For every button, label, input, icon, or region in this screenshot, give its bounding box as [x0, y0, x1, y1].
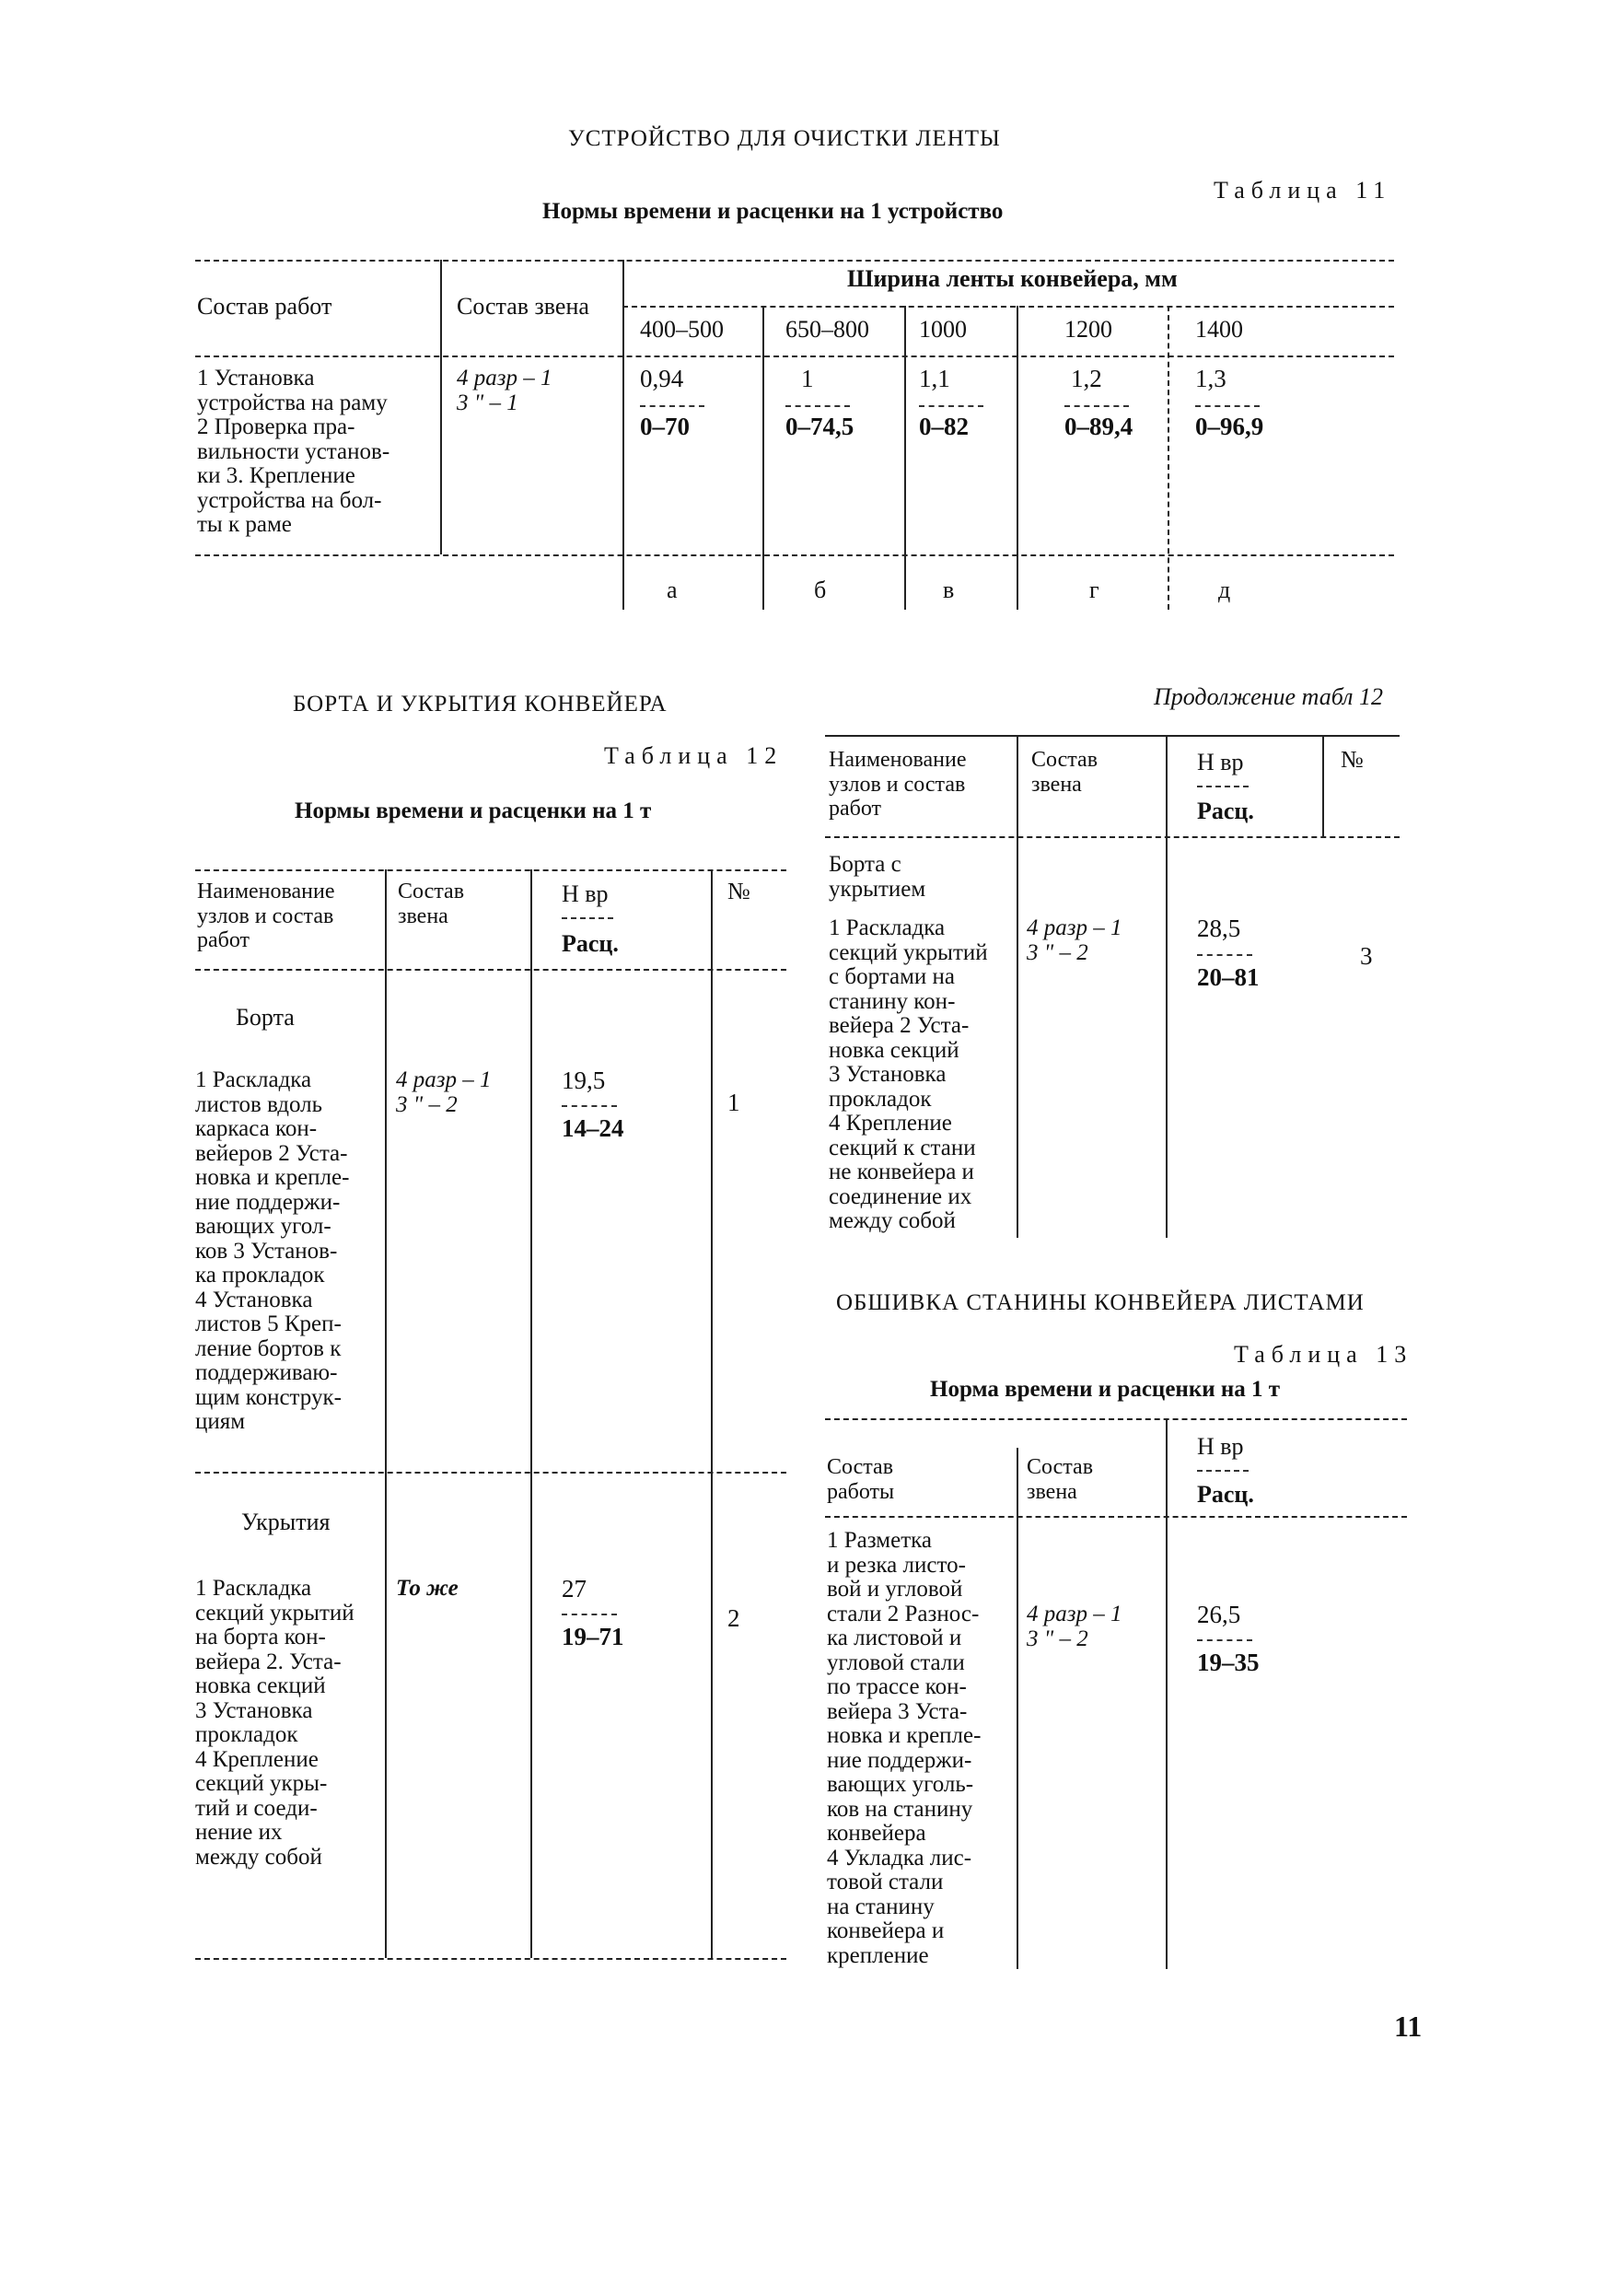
table-12-col-no: № — [727, 878, 750, 904]
table-12c-col-name: Наименование узлов и состав работ — [829, 748, 967, 821]
table-12-row-3-group: Борта с укрытием — [829, 852, 926, 902]
table-12-header-fraction-bar — [562, 917, 613, 919]
table-12c-top-rule — [825, 735, 1400, 737]
table-12-vline-3 — [711, 869, 713, 1958]
table-12-bottom-rule — [195, 1958, 786, 1960]
table-13-col-rate: Расц. — [1197, 1481, 1254, 1508]
table-11-fraction-bar-4 — [1195, 405, 1260, 407]
table-11-letter-3: г — [1089, 577, 1099, 603]
table-11-caption: Нормы времени и расценки на 1 устройство — [542, 199, 1004, 224]
table-12-row-1-fraction-bar — [562, 1105, 617, 1107]
table-12-vline-2 — [530, 869, 532, 1958]
table-11-norm-1: 1 — [801, 365, 814, 392]
table-13-header-fraction-bar — [1197, 1470, 1249, 1472]
table-11-width-rule — [622, 306, 1394, 308]
table-11-letter-2: в — [943, 577, 955, 603]
table-11-width-1: 650–800 — [785, 316, 869, 343]
table-11-letter-1: б — [814, 577, 827, 603]
table-11-work-text: 1 Установка устройства на раму 2 Проверка пра- вильности установ- ки 3. Крепление устройства на бол- ты к раме — [197, 366, 390, 537]
table-11-width-3: 1200 — [1064, 316, 1112, 343]
table-12-row-3-fraction-bar — [1197, 954, 1252, 956]
table-12-row-2-crew: То же — [396, 1576, 459, 1601]
table-13-rate: 19–35 — [1197, 1649, 1260, 1676]
section-title-sides-covers: БОРТА И УКРЫТИЯ КОНВЕЙЕРА — [293, 692, 668, 717]
table-12c-vline-1 — [1017, 735, 1018, 1238]
table-11-fraction-bar-3 — [1064, 405, 1129, 407]
table-11-norm-0: 0,94 — [640, 365, 684, 392]
table-11-header-rule — [195, 355, 1394, 357]
table-11-rate-2: 0–82 — [919, 413, 969, 440]
table-12-row-3-crew: 4 разр – 1 3 " – 2 — [1027, 915, 1122, 965]
table-11-rate-3: 0–89,4 — [1064, 413, 1133, 440]
table-13-col-crew: Состав звена — [1027, 1455, 1094, 1504]
table-12-row-2-rate: 19–71 — [562, 1623, 624, 1650]
table-12-vline-1 — [385, 869, 387, 1958]
table-11-vline-6 — [1168, 306, 1169, 610]
table-11-fraction-bar-2 — [919, 405, 983, 407]
table-12-header-rule — [195, 969, 786, 971]
table-11-norm-2: 1,1 — [919, 365, 950, 392]
table-13-vline-2 — [1166, 1418, 1168, 1969]
table-11-width-0: 400–500 — [640, 316, 724, 343]
table-12-row-1-crew: 4 разр – 1 3 " – 2 — [396, 1067, 492, 1117]
table-11-rate-1: 0–74,5 — [785, 413, 854, 440]
table-13-number: Таблица 13 — [1234, 1341, 1413, 1368]
table-13-header-rule — [825, 1516, 1407, 1518]
table-12-row-1-text: 1 Раскладка листов вдоль каркаса кон- вейеров 2 Уста- новка и крепле- ние поддержи- вающих угол- ков 3 Установ- ка прокладок 4 Установка листов 5 Креп- ление бортов к поддерживаю- щим конструк- циям — [195, 1067, 350, 1434]
table-11-col-crew: Состав звена — [457, 293, 589, 320]
table-11-vline-4 — [904, 306, 906, 610]
table-11-vline-1 — [440, 260, 442, 554]
table-12-row-2-fraction-bar — [562, 1614, 617, 1615]
table-12-row-2-norm: 27 — [562, 1575, 587, 1603]
table-12-col-crew: Состав звена — [398, 880, 465, 928]
table-12-row-1-group: Борта — [236, 1004, 295, 1031]
table-11-vline-2 — [622, 260, 624, 610]
table-11-letter-0: а — [667, 577, 678, 603]
page-number: 11 — [1394, 2010, 1423, 2043]
table-13-fraction-bar — [1197, 1639, 1252, 1641]
table-11-width-4: 1400 — [1195, 316, 1243, 343]
table-11-fraction-bar-1 — [785, 405, 850, 407]
table-12-continuation-label: Продолжение табл 12 — [1154, 683, 1383, 710]
table-12-col-name: Наименование узлов и состав работ — [197, 880, 335, 952]
table-13-norm: 26,5 — [1197, 1601, 1241, 1628]
table-11-top-rule — [195, 260, 1394, 262]
table-11-col-width: Ширина ленты конвейера, мм — [847, 265, 1178, 292]
table-12c-vline-3 — [1322, 735, 1324, 836]
table-11-width-2: 1000 — [919, 316, 967, 343]
section-title-belt-cleaner: УСТРОЙСТВО ДЛЯ ОЧИСТКИ ЛЕНТЫ — [568, 126, 1001, 151]
table-12-col-rate: Расц. — [562, 930, 619, 957]
table-11-rate-4: 0–96,9 — [1195, 413, 1264, 440]
table-12-caption: Нормы времени и расценки на 1 т — [295, 798, 652, 823]
table-12-row-1-no: 1 — [727, 1089, 740, 1116]
table-11-norm-3: 1,2 — [1071, 365, 1102, 392]
table-12c-col-rate: Расц. — [1197, 798, 1254, 824]
table-13-top-rule — [825, 1418, 1407, 1420]
table-11-crew-text: 4 разр – 1 3 " – 1 — [457, 366, 552, 415]
table-12c-col-norm: Н вр — [1197, 749, 1244, 775]
table-12-row-2-text: 1 Раскладка секций укрытий на борта кон- вейера 2. Уста- новка секций 3 Установка прокладок 4 Крепление секций укры- тий и соеди- нение их между собой — [195, 1576, 355, 1870]
table-12-col-norm: Н вр — [562, 880, 609, 907]
table-12-row-2-no: 2 — [727, 1604, 740, 1632]
table-11-vline-5 — [1017, 306, 1018, 610]
table-12c-header-rule — [825, 836, 1400, 838]
table-12-number: Таблица 12 — [604, 742, 784, 769]
table-12-top-rule — [195, 869, 786, 871]
table-12c-header-fraction-bar — [1197, 786, 1249, 787]
table-11-letter-4: д — [1218, 577, 1231, 603]
table-13-caption: Норма времени и расценки на 1 т — [930, 1377, 1281, 1402]
table-11-rate-0: 0–70 — [640, 413, 690, 440]
table-12-row-3-rate: 20–81 — [1197, 963, 1260, 991]
section-title-frame-sheathing: ОБШИВКА СТАНИНЫ КОНВЕЙЕРА ЛИСТАМИ — [836, 1290, 1365, 1315]
table-13-work-text: 1 Разметка и резка листо- вой и угловой стали 2 Разнос- ка листовой и угловой стали по трассе кон- вейера 3 Уста- новка и крепле- ние поддержи- вающих уголь- ков на станину конвейера 4 Укладка лис- товой стали на станину конвейера и крепление — [827, 1528, 982, 1968]
table-12c-vline-2 — [1166, 735, 1168, 1238]
table-12-row-3-text: 1 Раскладка секций укрытий с бортами на станину кон- вейера 2 Уста- новка секций 3 Установка прокладок 4 Крепление секций к стани не конвейера и соединение их между собой — [829, 915, 988, 1233]
table-12-row-3-no: 3 — [1360, 942, 1373, 970]
table-11-number: Таблица 11 — [1214, 177, 1392, 204]
table-11-body-rule — [195, 554, 1394, 556]
table-12-row-2-group: Укрытия — [241, 1509, 331, 1535]
table-13-vline-1 — [1017, 1448, 1018, 1969]
table-12-row-1-norm: 19,5 — [562, 1066, 606, 1094]
table-13-col-work: Состав работы — [827, 1455, 895, 1504]
table-12c-col-no: № — [1341, 746, 1364, 773]
table-11-norm-4: 1,3 — [1195, 365, 1226, 392]
table-12-row-1-rate: 14–24 — [562, 1114, 624, 1142]
table-12c-col-crew: Состав звена — [1031, 748, 1098, 797]
table-12-group-rule — [195, 1472, 786, 1474]
table-13-col-norm: Н вр — [1197, 1433, 1244, 1460]
table-13-crew-text: 4 разр – 1 3 " – 2 — [1027, 1602, 1122, 1651]
table-12-row-3-norm: 28,5 — [1197, 915, 1241, 942]
table-11-vline-3 — [762, 306, 764, 610]
table-11-col-work: Состав работ — [197, 293, 332, 320]
table-11-fraction-bar-0 — [640, 405, 704, 407]
